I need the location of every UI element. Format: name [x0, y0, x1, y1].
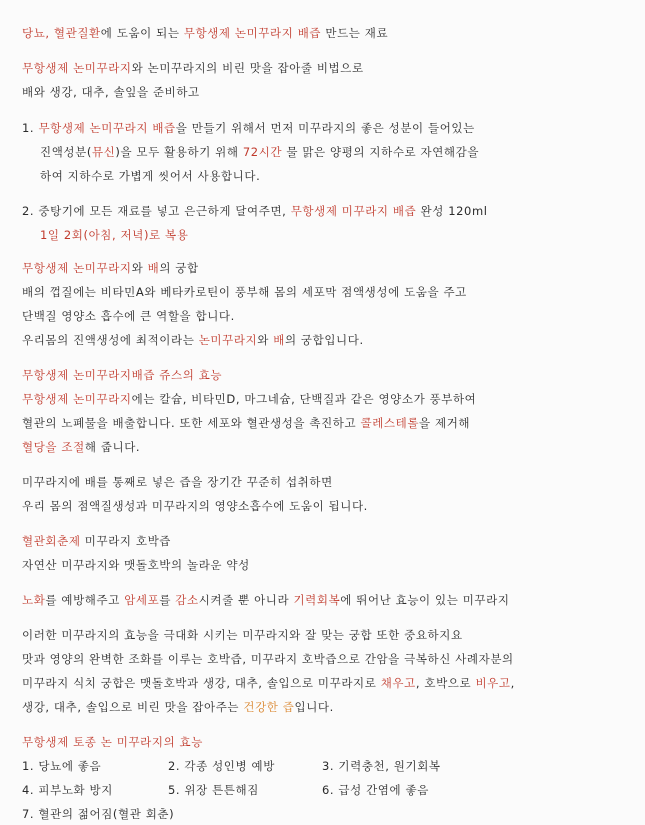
highlight-text: 암세포: [124, 593, 160, 607]
text-line: [22, 498, 368, 514]
highlight-text: 채우고: [380, 676, 416, 690]
body-text: 시켜줄 뿐 아니라: [198, 593, 294, 607]
highlight-text: 콜레스테롤: [360, 416, 420, 430]
text-line: [22, 25, 388, 41]
body-text: 에는 칼슘, 비타민D, 마그네슘, 단백질과 같은 영양소가 풍부하여: [131, 392, 477, 406]
body-text: 자연산 미꾸라지와 맷돌호박의 놀라운 약성: [22, 558, 250, 572]
benefit-item: 6. 급성 간염에 좋음: [322, 783, 429, 797]
text-line: [22, 260, 199, 276]
highlight-text: 뮤신: [91, 145, 116, 159]
benefit-item: 5. 위장 튼튼해짐: [168, 783, 259, 797]
highlight-text: 1일 2회(아침, 저녁)로 복용: [40, 228, 189, 242]
text-line: [22, 391, 476, 407]
highlight-text: 배: [147, 261, 160, 275]
body-text: 의 궁합입니다.: [284, 333, 364, 347]
highlight-text: 무항생제 미꾸라지 배즙: [290, 204, 417, 218]
body-text: 우리몸의 진액생성에 최적이라는: [22, 333, 199, 347]
body-text: 만드는 재료: [321, 26, 389, 40]
text-line: [22, 627, 463, 643]
body-text: 와: [257, 333, 274, 347]
highlight-text: 무항생제 논미꾸라지배즙 쥬스의 효능: [22, 368, 223, 382]
body-text: 완성 120ml: [416, 204, 488, 218]
benefit-item: 7. 혈관의 젊어짐(혈관 회춘): [22, 807, 175, 821]
text-line: [40, 168, 260, 184]
benefit-item: 4. 피부노화 방지: [22, 783, 113, 797]
highlight-text: 72시간: [242, 145, 283, 159]
body-text: 을 제거해: [419, 416, 471, 430]
benefit-item: 3. 기력충천, 원기회복: [322, 759, 441, 773]
highlight-text: 당뇨, 혈관질환: [22, 26, 101, 40]
body-text: , 호박으로: [415, 676, 476, 690]
highlight-text: 건강한 즙: [243, 700, 295, 714]
text-line: [22, 84, 200, 100]
highlight-text: 기력회복: [293, 593, 341, 607]
highlight-text: 무항생제 논미꾸라지 배즙: [38, 121, 176, 135]
highlight-text: 무항생제 논미꾸라지: [22, 261, 132, 275]
body-text: 미꾸라지에 배를 통째로 넣은 즙을 장기간 꾸준히 섭취하면: [22, 475, 333, 489]
body-text: 2. 중탕기에 모든 재료를 넣고 은근하게 달여주면,: [22, 204, 291, 218]
body-text: 진액성분(: [40, 145, 92, 159]
highlight-text: 무항생제 논미꾸라지: [22, 61, 132, 75]
body-text: 입니다.: [294, 700, 334, 714]
text-line: [22, 332, 364, 348]
text-line: [22, 474, 333, 490]
highlight-text: 무항생제 논미꾸라지 배즙: [183, 26, 322, 40]
text-line: [22, 60, 364, 76]
body-text: 를: [159, 593, 176, 607]
body-text: 맛과 영양의 완벽한 조화를 이루는 호박즙, 미꾸라지 호박즙으로 간암을 극복하신 사례자분의: [22, 652, 514, 666]
text-line: [40, 144, 479, 160]
body-text: 해 줍니다.: [84, 440, 141, 454]
highlight-text: 논미꾸라지: [198, 333, 258, 347]
text-line: [22, 734, 203, 750]
body-text: 에 뛰어난 효능이 있는 미꾸라지: [340, 593, 510, 607]
body-text: 를 예방해주고: [45, 593, 125, 607]
body-text: ,: [510, 676, 515, 690]
body-text: 미꾸라지 식치 궁합은 맷돌호박과 생강, 대추, 솔입으로 미꾸라지로: [22, 676, 381, 690]
body-text: 의 궁합: [159, 261, 199, 275]
text-line: [22, 533, 171, 549]
highlight-text: 혈관회춘제: [22, 534, 81, 548]
text-line: [22, 120, 475, 136]
benefit-item: 2. 각종 성인병 예방: [168, 759, 275, 773]
highlight-text: 노화: [22, 593, 46, 607]
text-line: [22, 675, 515, 691]
highlight-text: 무항생제 논미꾸라지: [22, 392, 132, 406]
body-text: 배의 껍질에는 비타민A와 베타카로틴이 풍부해 몸의 세포막 점액생성에 도움을 주고: [22, 285, 467, 299]
body-text: 배와 생강, 대추, 솔잎을 준비하고: [22, 85, 200, 99]
text-line: [22, 367, 222, 383]
body-text: 이러한 미꾸라지의 효능을 극대화 시키는 미꾸라지와 잘 맞는 궁합 또한 중요하지요: [22, 628, 463, 642]
body-text: 을 만들기 위해서 먼저 미꾸라지의 좋은 성분이 들어있는: [175, 121, 475, 135]
text-line: [22, 439, 140, 455]
highlight-text: 혈당을 조절: [22, 440, 85, 454]
body-text: 우리 몸의 점액질생성과 미꾸라지의 영양소흡수에 도움이 됩니다.: [22, 499, 368, 513]
highlight-text: 무항생제 토종 논 미꾸라지의 효능: [22, 735, 203, 749]
text-line: [22, 308, 235, 324]
body-text: 혈관의 노폐물을 배출합니다. 또한 세포와 혈관생성을 촉진하고: [22, 416, 361, 430]
text-line: [22, 651, 514, 667]
benefit-item: 1. 당뇨에 좋음: [22, 759, 102, 773]
highlight-text: 비우고: [475, 676, 511, 690]
text-line: [22, 699, 334, 715]
body-text: 와: [131, 261, 148, 275]
body-text: 물 맑은 양평의 지하수로 자연해감을: [282, 145, 480, 159]
text-line: [22, 284, 467, 300]
body-text: 미꾸라지 호박즙: [80, 534, 172, 548]
body-text: )을 모두 활용하기 위해: [115, 145, 243, 159]
highlight-text: 배: [273, 333, 285, 347]
body-text: 하여 지하수로 가볍게 씻어서 사용합니다.: [40, 169, 261, 183]
text-line: [22, 592, 510, 608]
body-text: 단백질 영양소 흡수에 큰 역할을 합니다.: [22, 309, 235, 323]
text-line: [22, 557, 250, 573]
body-text: 와 논미꾸라지의 비린 맛을 잡아줄 비법으로: [131, 61, 364, 75]
highlight-text: 감소: [175, 593, 199, 607]
text-line: [40, 227, 188, 243]
text-line: [22, 203, 488, 219]
body-text: 1.: [22, 121, 39, 135]
text-line: [22, 415, 470, 431]
body-text: 에 도움이 되는: [100, 26, 184, 40]
body-text: 생강, 대추, 솔입으로 비린 맛을 잡아주는: [22, 700, 244, 714]
